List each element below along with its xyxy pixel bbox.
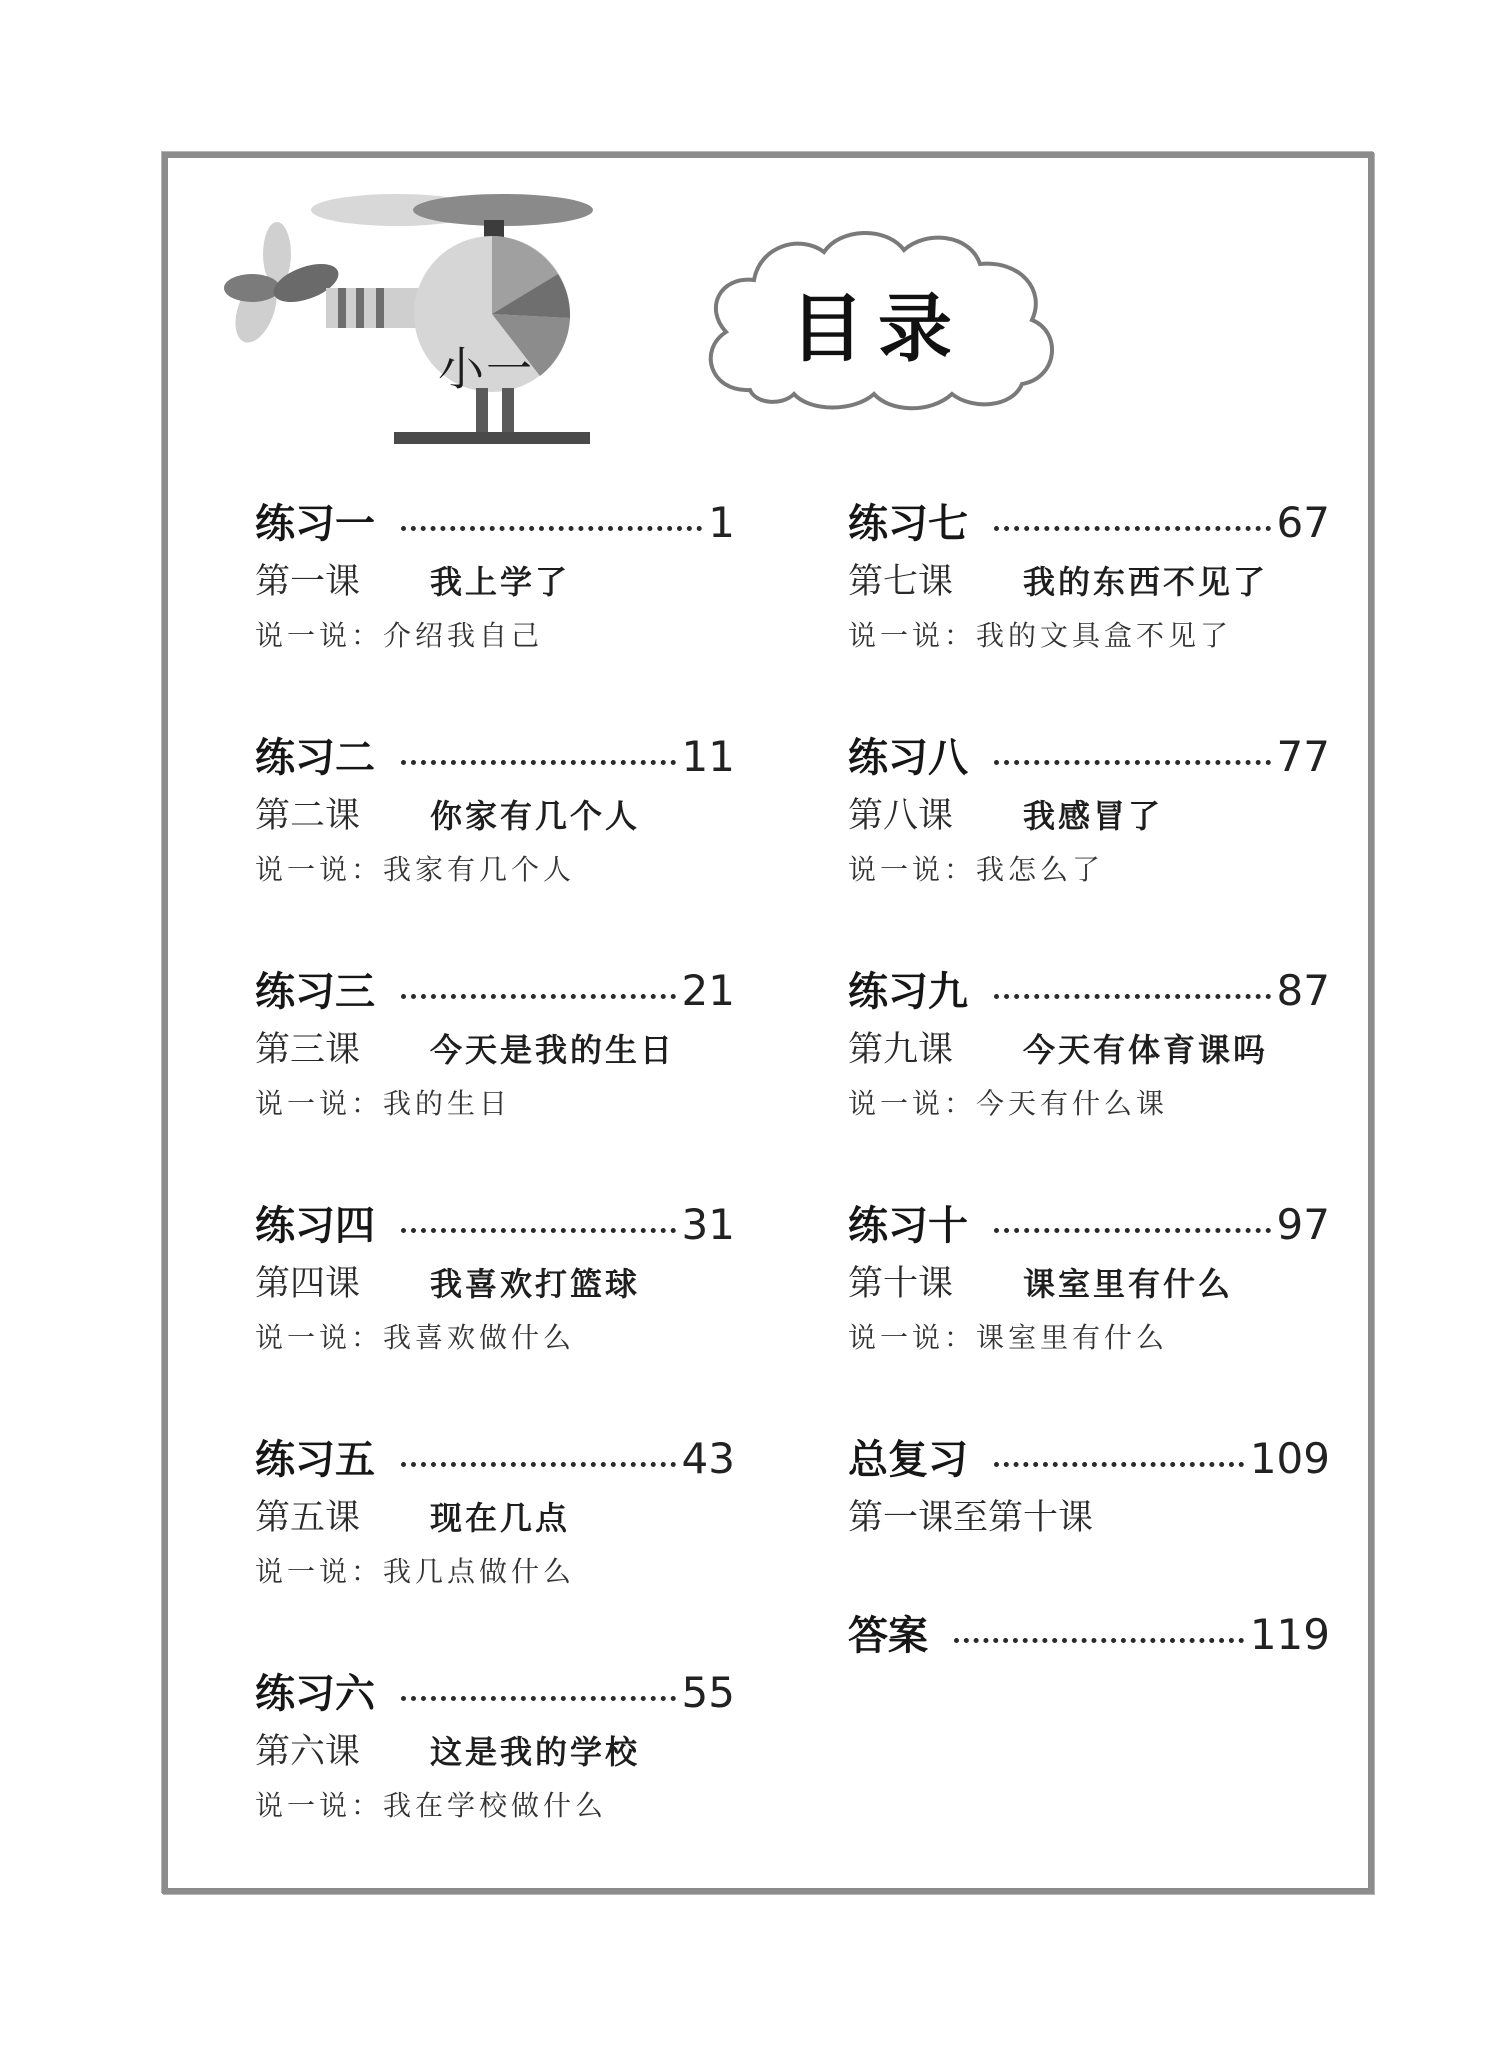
dot-leader (954, 1638, 1244, 1643)
toc-entry[interactable] (255, 726, 735, 960)
lesson-number: 第八课 (848, 796, 954, 836)
lesson-title: 我上学了 (430, 563, 571, 601)
exercise-title: 练习五 (255, 1437, 375, 1483)
review-subtitle: 第一课至第十课 (848, 1498, 1094, 1538)
dot-leader (401, 760, 676, 765)
dot-leader (401, 526, 702, 531)
speaking-topic: 说一说：我在学校做什么 (255, 1789, 608, 1822)
page-number: 77 (1276, 732, 1330, 781)
grade-badge: 小一 (438, 342, 534, 396)
page-number: 119 (1249, 1610, 1330, 1659)
toc-entry[interactable] (255, 1662, 735, 1896)
page-number: 21 (681, 966, 735, 1015)
page-title: 目录 (790, 286, 966, 372)
dot-leader (994, 1462, 1244, 1467)
dot-leader (401, 994, 676, 999)
lesson-title: 现在几点 (430, 1499, 571, 1537)
toc-entry-answers[interactable] (848, 1604, 1330, 1780)
lesson-number: 第五课 (255, 1498, 361, 1538)
toc-right-column (848, 492, 1330, 1780)
exercise-title: 练习四 (255, 1203, 375, 1249)
toc-entry-review[interactable] (848, 1428, 1330, 1604)
lesson-number: 第一课 (255, 562, 361, 602)
exercise-title: 练习九 (848, 969, 968, 1015)
lesson-title: 今天是我的生日 (430, 1031, 676, 1069)
page-number: 31 (681, 1200, 735, 1249)
page-number: 43 (681, 1434, 735, 1483)
lesson-number: 第四课 (255, 1264, 361, 1304)
exercise-title: 练习三 (255, 969, 375, 1015)
speaking-topic: 说一说：我的生日 (255, 1087, 512, 1120)
page-number: 97 (1276, 1200, 1330, 1249)
exercise-title: 练习十 (848, 1203, 968, 1249)
page-number: 11 (681, 732, 735, 781)
exercise-title: 练习二 (255, 735, 375, 781)
dot-leader (994, 1228, 1271, 1233)
lesson-title: 课室里有什么 (1023, 1265, 1234, 1303)
toc-entry[interactable] (848, 726, 1330, 960)
page-number: 67 (1276, 498, 1330, 547)
exercise-title: 练习一 (255, 501, 375, 547)
exercise-title: 练习六 (255, 1671, 375, 1717)
lesson-number: 第九课 (848, 1030, 954, 1070)
dot-leader (401, 1462, 676, 1467)
toc-entry[interactable] (255, 492, 735, 726)
page-number: 87 (1276, 966, 1330, 1015)
review-title: 总复习 (848, 1437, 968, 1483)
lesson-number: 第二课 (255, 796, 361, 836)
lesson-number: 第六课 (255, 1732, 361, 1772)
lesson-title: 这是我的学校 (430, 1733, 641, 1771)
speaking-topic: 说一说：我家有几个人 (255, 853, 576, 886)
speaking-topic: 说一说：我怎么了 (848, 853, 1105, 886)
toc-entry[interactable] (848, 492, 1330, 726)
toc-entry[interactable] (255, 1428, 735, 1662)
toc-entry[interactable] (848, 1194, 1330, 1428)
speaking-topic: 说一说：我喜欢做什么 (255, 1321, 576, 1354)
speaking-topic: 说一说：我几点做什么 (255, 1555, 576, 1588)
page-number: 1 (708, 498, 735, 547)
dot-leader (994, 526, 1271, 531)
toc-left-column (255, 492, 735, 1896)
lesson-title: 我的东西不见了 (1023, 563, 1269, 601)
exercise-title: 练习八 (848, 735, 968, 781)
lesson-title: 你家有几个人 (430, 797, 641, 835)
speaking-topic: 说一说：今天有什么课 (848, 1087, 1169, 1120)
lesson-number: 第十课 (848, 1264, 954, 1304)
dot-leader (994, 760, 1271, 765)
lesson-number: 第七课 (848, 562, 954, 602)
speaking-topic: 说一说：我的文具盒不见了 (848, 619, 1233, 652)
exercise-title: 练习七 (848, 501, 968, 547)
speaking-topic: 说一说：介绍我自己 (255, 619, 544, 652)
lesson-title: 我感冒了 (1023, 797, 1164, 835)
toc-entry[interactable] (255, 960, 735, 1194)
helicopter-illustration (222, 188, 602, 460)
page-number: 55 (681, 1668, 735, 1717)
dot-leader (401, 1696, 676, 1701)
lesson-title: 我喜欢打篮球 (430, 1265, 641, 1303)
toc-entry[interactable] (255, 1194, 735, 1428)
lesson-title: 今天有体育课吗 (1023, 1031, 1269, 1069)
dot-leader (401, 1228, 676, 1233)
answers-title: 答案 (848, 1613, 928, 1659)
dot-leader (994, 994, 1271, 999)
page-number: 109 (1249, 1434, 1330, 1483)
lesson-number: 第三课 (255, 1030, 361, 1070)
toc-entry[interactable] (848, 960, 1330, 1194)
speaking-topic: 说一说：课室里有什么 (848, 1321, 1169, 1354)
